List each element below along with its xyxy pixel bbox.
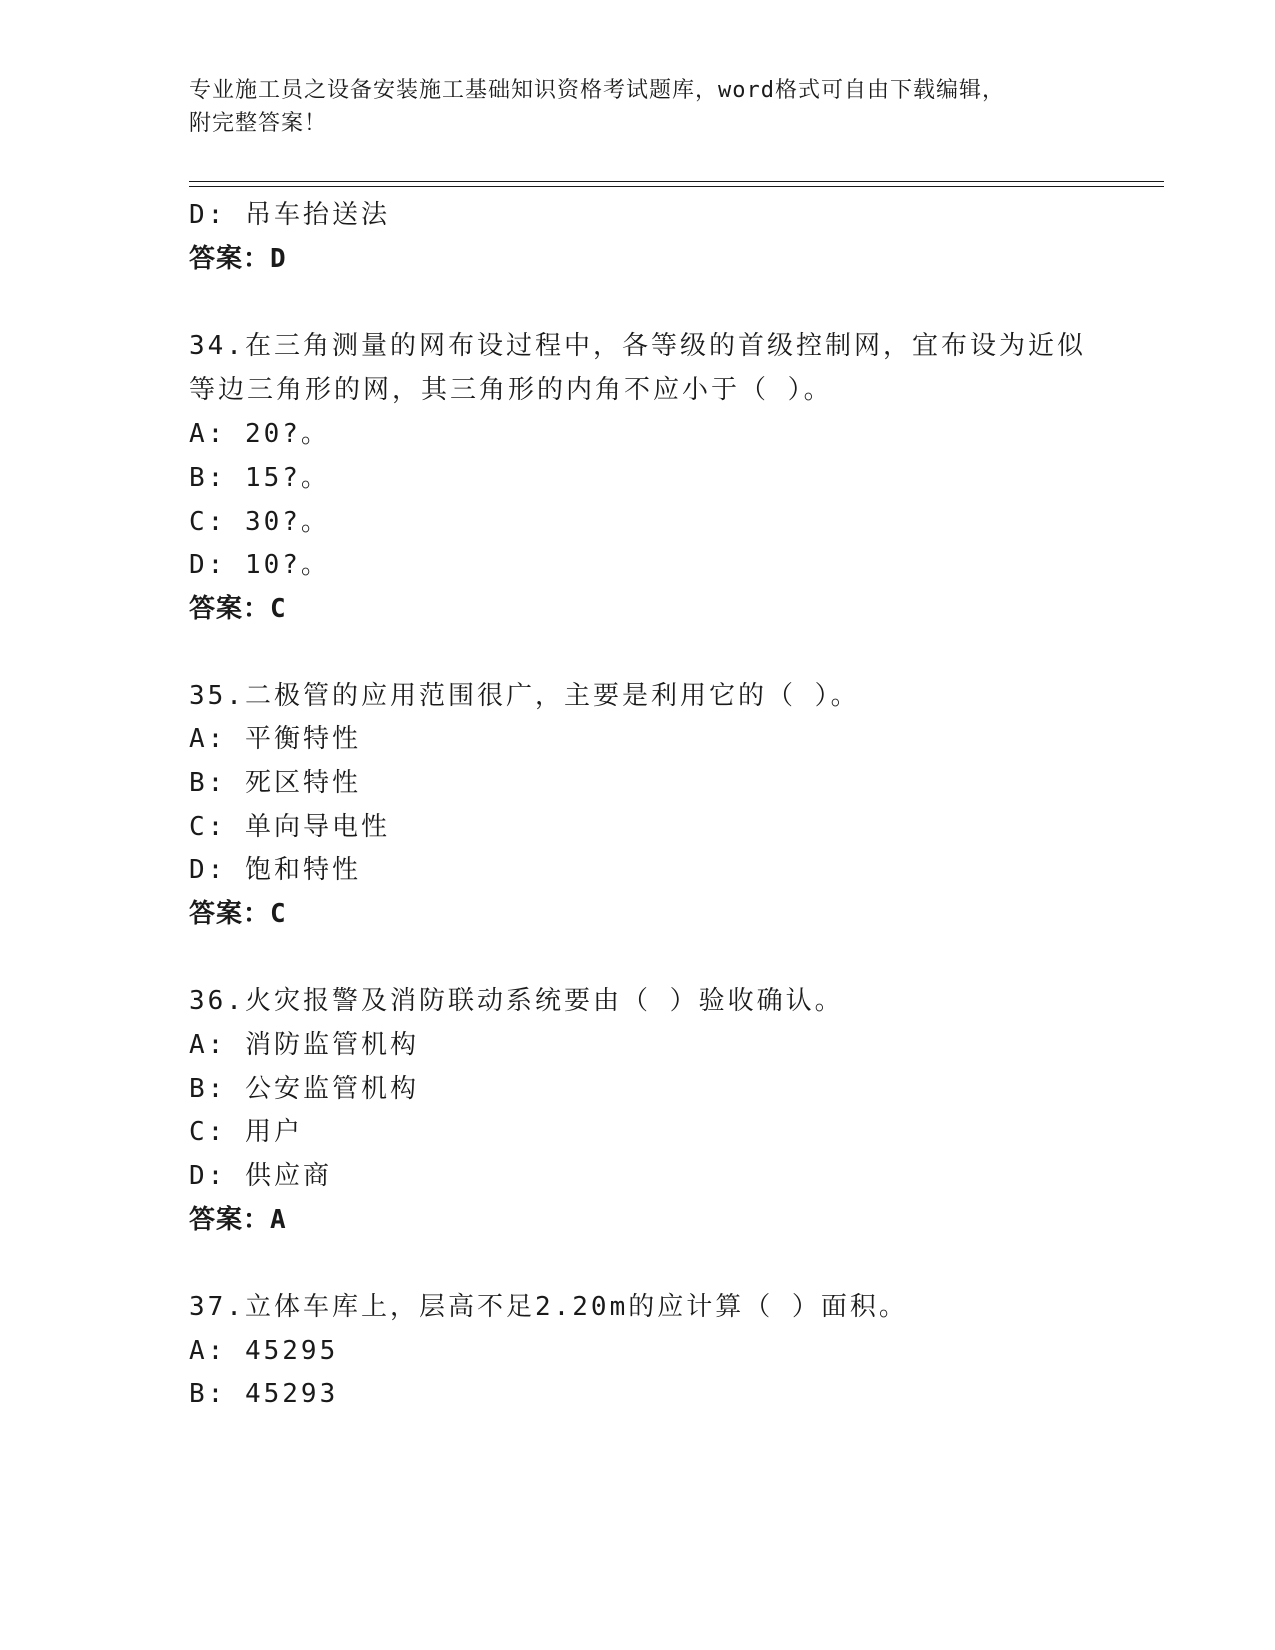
q36-answer: 答案：A bbox=[189, 1205, 287, 1235]
q36-option-d: D: 供应商 bbox=[189, 1161, 332, 1191]
q36-option-b: B: 公安监管机构 bbox=[189, 1074, 419, 1104]
header-line-2: 附完整答案！ bbox=[189, 111, 328, 136]
q35-option-d: D: 饱和特性 bbox=[189, 855, 361, 885]
q34-option-d: D: 10?。 bbox=[189, 550, 330, 580]
q34-stem-line-1: 34.在三角测量的网布设过程中，各等级的首级控制网，宜布设为近似 bbox=[189, 331, 1086, 361]
q35-stem: 35.二极管的应用范围很广，主要是利用它的（ ）。 bbox=[189, 681, 860, 711]
header-divider-bottom bbox=[189, 186, 1164, 187]
header-divider-top bbox=[189, 181, 1164, 182]
q36-option-c: C: 用户 bbox=[189, 1117, 303, 1147]
q36-stem: 36.火灾报警及消防联动系统要由（ ）验收确认。 bbox=[189, 986, 844, 1016]
q33-option-d: D: 吊车抬送法 bbox=[189, 200, 390, 230]
q34-stem-line-2: 等边三角形的网，其三角形的内角不应小于（ ）。 bbox=[189, 375, 833, 405]
q34-option-a: A: 20?。 bbox=[189, 419, 330, 449]
q35-answer: 答案：C bbox=[189, 899, 287, 929]
q37-option-a: A: 45295 bbox=[189, 1336, 339, 1366]
q34-option-c: C: 30?。 bbox=[189, 507, 330, 537]
document-header bbox=[189, 74, 1089, 140]
q35-option-b: B: 死区特性 bbox=[189, 768, 361, 798]
q37-stem: 37.立体车库上，层高不足2.20m的应计算（ ）面积。 bbox=[189, 1292, 908, 1322]
q36-option-a: A: 消防监管机构 bbox=[189, 1030, 419, 1060]
q35-option-c: C: 单向导电性 bbox=[189, 812, 390, 842]
q34-answer: 答案：C bbox=[189, 594, 287, 624]
q35-option-a: A: 平衡特性 bbox=[189, 724, 361, 754]
q37-option-b: B: 45293 bbox=[189, 1379, 339, 1409]
q33-answer: 答案：D bbox=[189, 244, 287, 274]
q34-option-b: B: 15?。 bbox=[189, 463, 330, 493]
header-line-1: 专业施工员之设备安装施工基础知识资格考试题库，word格式可自由下载编辑， bbox=[189, 78, 1005, 103]
